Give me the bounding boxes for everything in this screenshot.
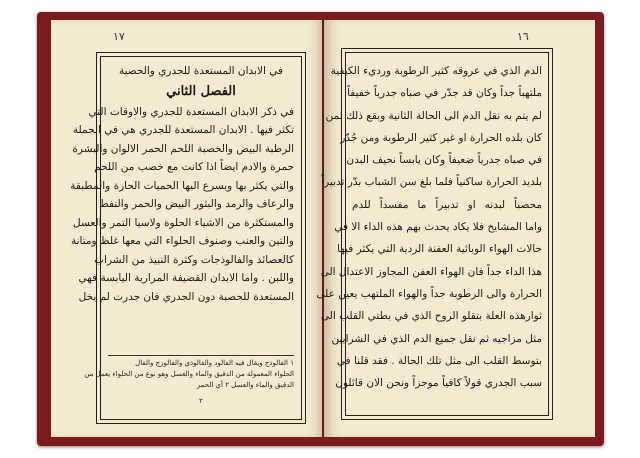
text-line: حمرة والادم ايضاً اذا كانت مع خصب من اللحم — [94, 161, 294, 173]
text-line: ملتهباً جداً وكان قد جدّر في صباه جدرياً خفيفاً — [347, 87, 542, 100]
text-line: كان بلده الحرارة او غير كثير الرطوبة ومن جُدّر — [340, 131, 542, 144]
text-line: تكثر فيها . الابدان المستعدة للجدري هي في الجملة — [72, 124, 294, 136]
page-number: ١٧ — [113, 30, 125, 43]
text-line: المستعدة للحصبة دون الجدري فان جدرت لم يخل — [78, 290, 294, 303]
running-header: في الابدان المستعدة للجدري والحصبة — [118, 65, 283, 77]
text-line: واما المشايخ فلا يكاد يحدث بهم هذه الداء الا في — [334, 221, 542, 234]
text-line: بتوسط القلب الى مثل تلك الحالة . فقد قلنا في — [336, 354, 542, 367]
text-line: الحرارة والى الرطوبة جداً والهواء الملتهب يعين على — [316, 287, 542, 300]
text-line: واللبن . واما الابدان القضيفة المرارية اليابسة فهي — [78, 272, 294, 284]
text-line: لم يتم به نقل الدم الى الحالة الثانية وبقع ذلك لمن — [325, 109, 542, 122]
left-page — [51, 20, 324, 437]
text-line: سبب الجدري قولاً كافياً موجزاً ونحن الان قائلون — [335, 377, 542, 390]
text-line: والرعاف والرمد والبثور البيض والحمر والنفط — [99, 198, 294, 210]
body-text — [70, 62, 294, 306]
page-number: ١٦ — [517, 30, 529, 43]
footnotes — [84, 358, 294, 391]
text-line: ثوارهذه العلة بتقلو الروح الذي في بطني القلب الى — [320, 310, 542, 323]
text-line: مثل مزاجيه ثم نقل جميع الدم الذي في الشرايين — [331, 332, 542, 345]
text-line: الدم الذي في عروقه كثير الرطوبة ورديء الكيفية — [330, 65, 542, 77]
text-line: محصباً لبدنه او تدبيراً ما مفسداً للدم — [352, 198, 542, 211]
text-line: في صباه جدرياً ضعيفاً وكان يابساً نحيف البدن — [346, 154, 542, 167]
text-line: كالعصائد والفالوذجات وكثرة النبيذ من الشراب — [94, 253, 294, 266]
signature-mark: ٢ — [199, 397, 203, 405]
body-text — [316, 60, 542, 394]
right-page — [316, 20, 595, 437]
text-line: الرطبة البيض والخصبة اللحم الحمر الالوان والبشرة — [72, 142, 294, 155]
text-line: والتين والعنب وصنوف الحلواء التي معها غلظ ومتانة — [70, 235, 294, 247]
footnote-rule — [108, 355, 294, 356]
text-line: بلديد الحرارة ساكنياً فلما بلغ سن الشباب بدّر تدبيراً — [321, 176, 542, 189]
text-line: والتي يكثر بها ويسرع اليها الحميات الحارة والمطبقة — [70, 179, 294, 192]
footnote-line: الحلواء المعمولة من الدقيق والماء والعسل وهو نوع من الحلواء يعمل من — [84, 370, 294, 378]
text-line: والمستكثرة من الاشياء الحلوة ولاسيا التمر والعسل — [73, 216, 294, 229]
text-line: في ذكر الابدان المستعدة للجدري والاوقات التي — [88, 105, 294, 118]
footnote-line: ١ الفالوذج ويقال فيه الفالود والفالوذي والفالوزج والفال — [135, 359, 294, 367]
chapter-heading: الفصل الثاني — [166, 83, 236, 99]
footnote-line: الدقيق والماء والعسل ٢ أي الحمر — [196, 381, 294, 389]
text-line: هذا الداء جداً فان الهواء العفن المجاوز الاعتدال الى — [320, 265, 542, 278]
text-line: حالات الهواء الوبائية العفنة الردية التي يكثر فيها — [337, 243, 542, 256]
